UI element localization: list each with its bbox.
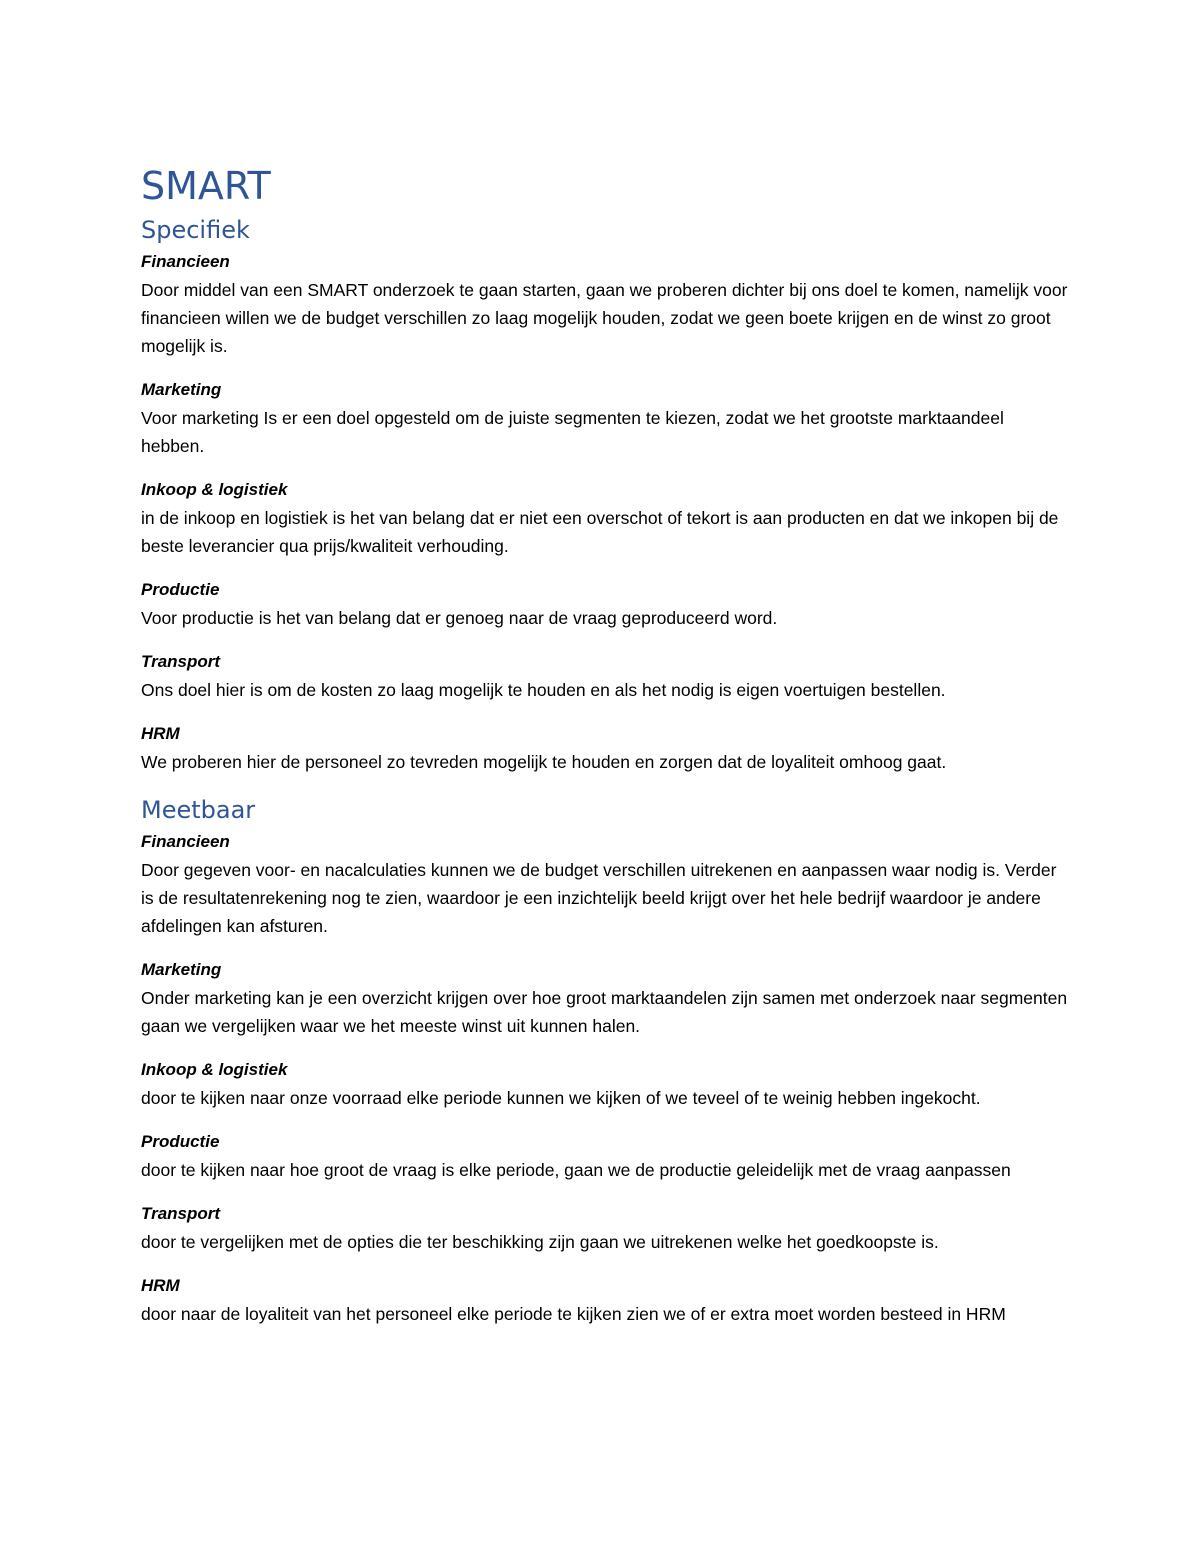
item-marketing	[141, 956, 1071, 1040]
item-transport	[141, 648, 1071, 704]
item-text: door te kijken naar onze voorraad elke periode kunnen we kijken of we teveel of te weinig hebben ingekocht.	[141, 1088, 981, 1108]
item-subheading: Inkoop & logistiek	[141, 1060, 288, 1079]
item-subheading: Marketing	[141, 960, 222, 979]
item-subheading: Productie	[141, 1132, 220, 1151]
document-page	[141, 160, 1071, 1344]
item-subheading: Financieen	[141, 252, 230, 271]
item-subheading: Marketing	[141, 380, 222, 399]
section-meetbaar	[141, 792, 1071, 1328]
item-text: Ons doel hier is om de kosten zo laag mogelijk te houden en als het nodig is eigen voertuigen bestellen.	[141, 680, 946, 700]
item-subheading: Inkoop & logistiek	[141, 480, 288, 499]
section-heading: Meetbaar	[141, 796, 256, 824]
item-subheading: HRM	[141, 1276, 180, 1295]
item-hrm	[141, 720, 1071, 776]
item-productie	[141, 1128, 1071, 1184]
section-heading: Specifiek	[141, 216, 250, 244]
document-title: SMART	[141, 164, 271, 208]
item-text: Door middel van een SMART onderzoek te gaan starten, gaan we proberen dichter bij ons doel te komen, namelijk voor financieen willen we de budget verschillen zo laag mogelijk houden, zodat we geen boete krijgen en de winst zo groot mogelijk is.	[141, 280, 1068, 356]
item-transport	[141, 1200, 1071, 1256]
item-text: in de inkoop en logistiek is het van belang dat er niet een overschot of tekort is aan producten en dat we inkopen bij de beste leverancier qua prijs/kwaliteit verhouding.	[141, 508, 1059, 556]
item-hrm	[141, 1272, 1071, 1328]
item-text: Door gegeven voor- en nacalculaties kunnen we de budget verschillen uitrekenen en aanpassen waar nodig is. Verder is de resultatenrekening nog te zien, waardoor je een inzichtelijk beeld krijgt over het hele bedrijf waardoor je andere afdelingen kan afsturen.	[141, 860, 1057, 936]
item-financieen	[141, 248, 1071, 360]
item-text: door naar de loyaliteit van het personeel elke periode te kijken zien we of er extra moet worden besteed in HRM	[141, 1304, 1006, 1324]
item-text: Onder marketing kan je een overzicht krijgen over hoe groot marktaandelen zijn samen met onderzoek naar segmenten gaan we vergelijken waar we het meeste winst uit kunnen halen.	[141, 988, 1068, 1036]
item-text: We proberen hier de personeel zo tevreden mogelijk te houden en zorgen dat de loyaliteit omhoog gaat.	[141, 752, 947, 772]
item-subheading: Financieen	[141, 832, 230, 851]
item-marketing	[141, 376, 1071, 460]
item-inkoop-logistiek	[141, 1056, 1071, 1112]
item-subheading: HRM	[141, 724, 180, 743]
item-subheading: Productie	[141, 580, 220, 599]
item-subheading: Transport	[141, 652, 221, 671]
item-text: Voor marketing Is er een doel opgesteld om de juiste segmenten te kiezen, zodat we het grootste marktaandeel hebben.	[141, 408, 1004, 456]
item-text: Voor productie is het van belang dat er genoeg naar de vraag geproduceerd word.	[141, 608, 778, 628]
section-specifiek	[141, 212, 1071, 776]
item-financieen	[141, 828, 1071, 940]
item-inkoop-logistiek	[141, 476, 1071, 560]
item-text: door te vergelijken met de opties die ter beschikking zijn gaan we uitrekenen welke het goedkoopste is.	[141, 1232, 939, 1252]
item-subheading: Transport	[141, 1204, 221, 1223]
item-text: door te kijken naar hoe groot de vraag is elke periode, gaan we de productie geleidelijk met de vraag aanpassen	[141, 1160, 1011, 1180]
item-productie	[141, 576, 1071, 632]
